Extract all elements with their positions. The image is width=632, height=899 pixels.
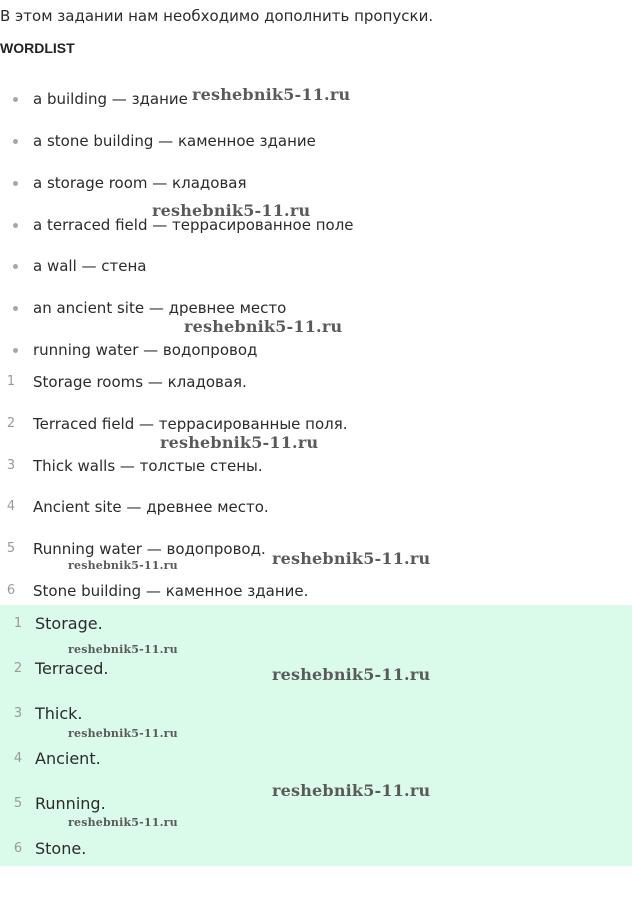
match-number: 1 — [6, 374, 16, 389]
watermark: reshebnik5-11.ru — [68, 559, 178, 572]
answer-text: Terraced. — [35, 659, 109, 678]
wordlist-item-text: a terraced field — террасированное поле — [33, 216, 354, 234]
bullet-icon — [13, 181, 18, 186]
match-number: 3 — [6, 458, 16, 473]
answer-number: 2 — [13, 661, 23, 676]
answer-number: 1 — [13, 616, 23, 631]
watermark: reshebnik5-11.ru — [68, 816, 178, 829]
match-text: Running water — водопровод. — [33, 540, 266, 558]
watermark: reshebnik5-11.ru — [152, 201, 311, 220]
bullet-icon — [13, 306, 18, 311]
watermark: reshebnik5-11.ru — [272, 665, 431, 684]
answer-text: Ancient. — [35, 749, 101, 768]
bullet-icon — [13, 348, 18, 353]
answer-number: 5 — [13, 796, 23, 811]
match-number: 2 — [6, 416, 16, 431]
match-text: Terraced field — террасированные поля. — [33, 415, 348, 433]
answer-number: 6 — [13, 841, 23, 856]
wordlist-item-text: an ancient site — древнее место — [33, 299, 287, 317]
answers-panel — [0, 605, 632, 866]
answer-text: Thick. — [35, 704, 83, 723]
watermark: reshebnik5-11.ru — [68, 727, 178, 740]
watermark: reshebnik5-11.ru — [68, 643, 178, 656]
watermark: reshebnik5-11.ru — [272, 549, 431, 568]
watermark: reshebnik5-11.ru — [160, 433, 319, 452]
bullet-icon — [13, 139, 18, 144]
answer-text: Running. — [35, 794, 106, 813]
match-text: Stone building — каменное здание. — [33, 582, 309, 600]
answer-number: 3 — [13, 706, 23, 721]
match-number: 4 — [6, 499, 16, 514]
wordlist-item-text: a stone building — каменное здание — [33, 132, 316, 150]
match-number: 6 — [6, 583, 16, 598]
intro-text: В этом задании нам необходимо дополнить пропуски. — [0, 7, 434, 25]
match-text: Storage rooms — кладовая. — [33, 373, 247, 391]
watermark: reshebnik5-11.ru — [192, 85, 351, 104]
answer-number: 4 — [13, 751, 23, 766]
match-number: 5 — [6, 541, 16, 556]
match-text: Thick walls — толстые стены. — [33, 457, 263, 475]
answer-text: Storage. — [35, 614, 103, 633]
wordlist-item-text: running water — водопровод — [33, 341, 258, 359]
bullet-icon — [13, 264, 18, 269]
wordlist-heading: WORDLIST — [0, 40, 75, 56]
watermark: reshebnik5-11.ru — [184, 317, 343, 336]
match-text: Ancient site — древнее место. — [33, 498, 269, 516]
bullet-icon — [13, 97, 18, 102]
watermark: reshebnik5-11.ru — [272, 781, 431, 800]
bullet-icon — [13, 223, 18, 228]
wordlist-item-text: a wall — стена — [33, 257, 147, 275]
answer-text: Stone. — [35, 839, 87, 858]
wordlist-item-text: a storage room — кладовая — [33, 174, 247, 192]
wordlist-item-text: a building — здание — [33, 90, 188, 108]
